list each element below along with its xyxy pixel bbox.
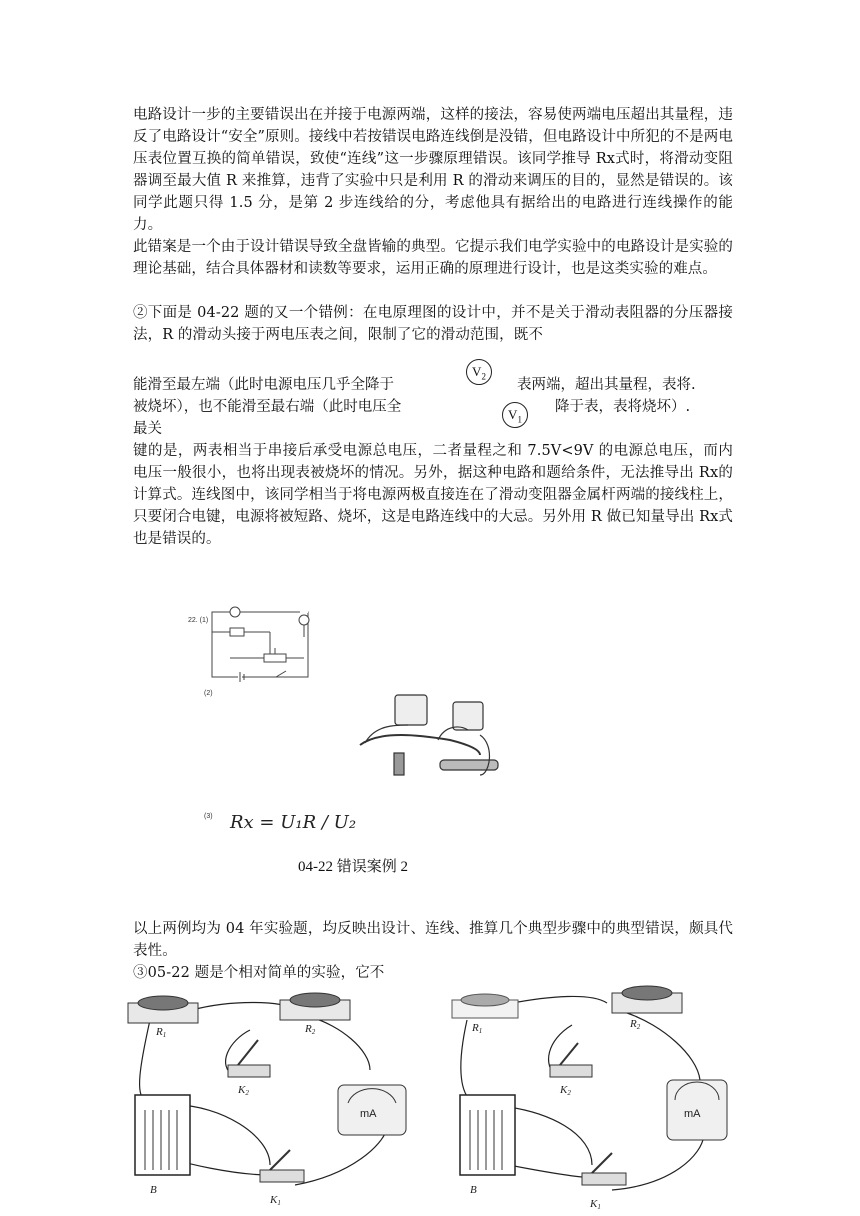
figure-label-2: (2) (204, 690, 213, 697)
voltmeter-v1-symbol: $V_1$ (502, 402, 528, 428)
label-k1: K1 (270, 1194, 281, 1207)
label-k1: K1 (590, 1198, 601, 1211)
label-ma: mA (360, 1108, 377, 1120)
paragraph-circuit-design-error: 电路设计一步的主要错误出在并接于电源两端，这样的接法，容易使两端电压超出其量程，违反了电路设计“安全”原则。接线中若按错误电路连线倒是没错，但电路设计中所犯的不是两电压表位置互换的简单错误，致使“连线”这一步骤原理错误。该同学推导 Rx式时，将滑动变阻器调至最大值 R 来推算，违背了实验中只是利用 R 的滑动来调压的目的，显然是错误的。该同学此题只得 1.5 分，是第 2 步连线给的分，考虑他具有据给出的电路进行连线操作的能力。 (133, 107, 733, 233)
voltmeter-v2-symbol: $V_2$ (466, 359, 492, 385)
circuit-drawing-left (120, 985, 420, 1216)
switch-k1 (582, 1173, 626, 1185)
label-k2: K2 (560, 1084, 571, 1097)
figure-label-3: (3) (204, 813, 213, 820)
switch-k2 (228, 1065, 270, 1077)
text-line-left-end-continued: 表两端，超出其量程，表将. (517, 377, 696, 393)
paragraph-typical-case: 此错案是一个由于设计错误导致全盘皆输的典型。它提示我们电学实验中的电路设计是实验的理论基础，结合具体器材和读数等要求，运用正确的原理进行设计，也是这类实验的难点。 (133, 239, 733, 277)
text-line-right-end-continued: 降于表，表将烧坏）. (555, 399, 691, 415)
switch-k1 (260, 1170, 304, 1182)
paragraph-key-point: 键的是，两表相当于串接后承受电源总电压，二者量程之和 7.5V<9V 的电源总电压，而内电压一般很小，也将出现表被烧坏的情况。另外，据这种电路和题给条件，无法推导出 Rx的计算式。连线图中，该同学相当于将电源两极直接连在了滑动变阻器金属杆两端的接线柱上，只要闭合电键，电源将被短路、烧坏，这是电路连线中的大忌。另外用 R 做已知量导出 Rx式也是错误的。 (133, 443, 733, 547)
figure-label-22-1: 22. (1) (188, 617, 209, 624)
label-r2: R2 (305, 1023, 316, 1036)
text-line-most-key: 最关 (133, 421, 162, 437)
handwritten-formula: Rx = U₁R / U₂ (230, 812, 357, 833)
battery-b (460, 1095, 515, 1175)
switch-k2 (550, 1065, 592, 1077)
label-battery: B (470, 1184, 477, 1196)
battery-b (135, 1095, 190, 1175)
schematic-diagram (212, 607, 309, 682)
label-battery: B (150, 1184, 157, 1196)
figure-04-22-error-case (180, 600, 510, 840)
label-r1: R1 (156, 1026, 167, 1039)
paragraph-05-22-intro: ③05-22 题是个相对简单的实验，它不 (133, 965, 385, 981)
paragraph-summary: 以上两例均为 04 年实验题，均反映出设计、连线、推算几个典型步骤中的典型错误，颇具代表性。 (133, 921, 733, 959)
paragraph-second-error-example: ②下面是 04-22 题的又一个错例：在电原理图的设计中，并不是关于滑动表阻器的分压器接法，R 的滑动头接于两电压表之间，限制了它的滑动范围，既不 (133, 305, 733, 343)
text-line-left-end: 能滑至最左端（此时电源电压几乎全降于 (133, 377, 394, 393)
label-ma: mA (684, 1108, 701, 1120)
label-r2: R2 (630, 1018, 641, 1031)
text-line-right-end: 被烧坏），也不能滑至最右端（此时电压全 (133, 399, 402, 415)
wiring-drawing (360, 695, 498, 775)
label-r1: R1 (472, 1022, 483, 1035)
label-k2: K2 (238, 1084, 249, 1097)
figure-caption: 04-22 错误案例 2 (298, 859, 408, 875)
circuit-drawing-right (432, 985, 732, 1216)
